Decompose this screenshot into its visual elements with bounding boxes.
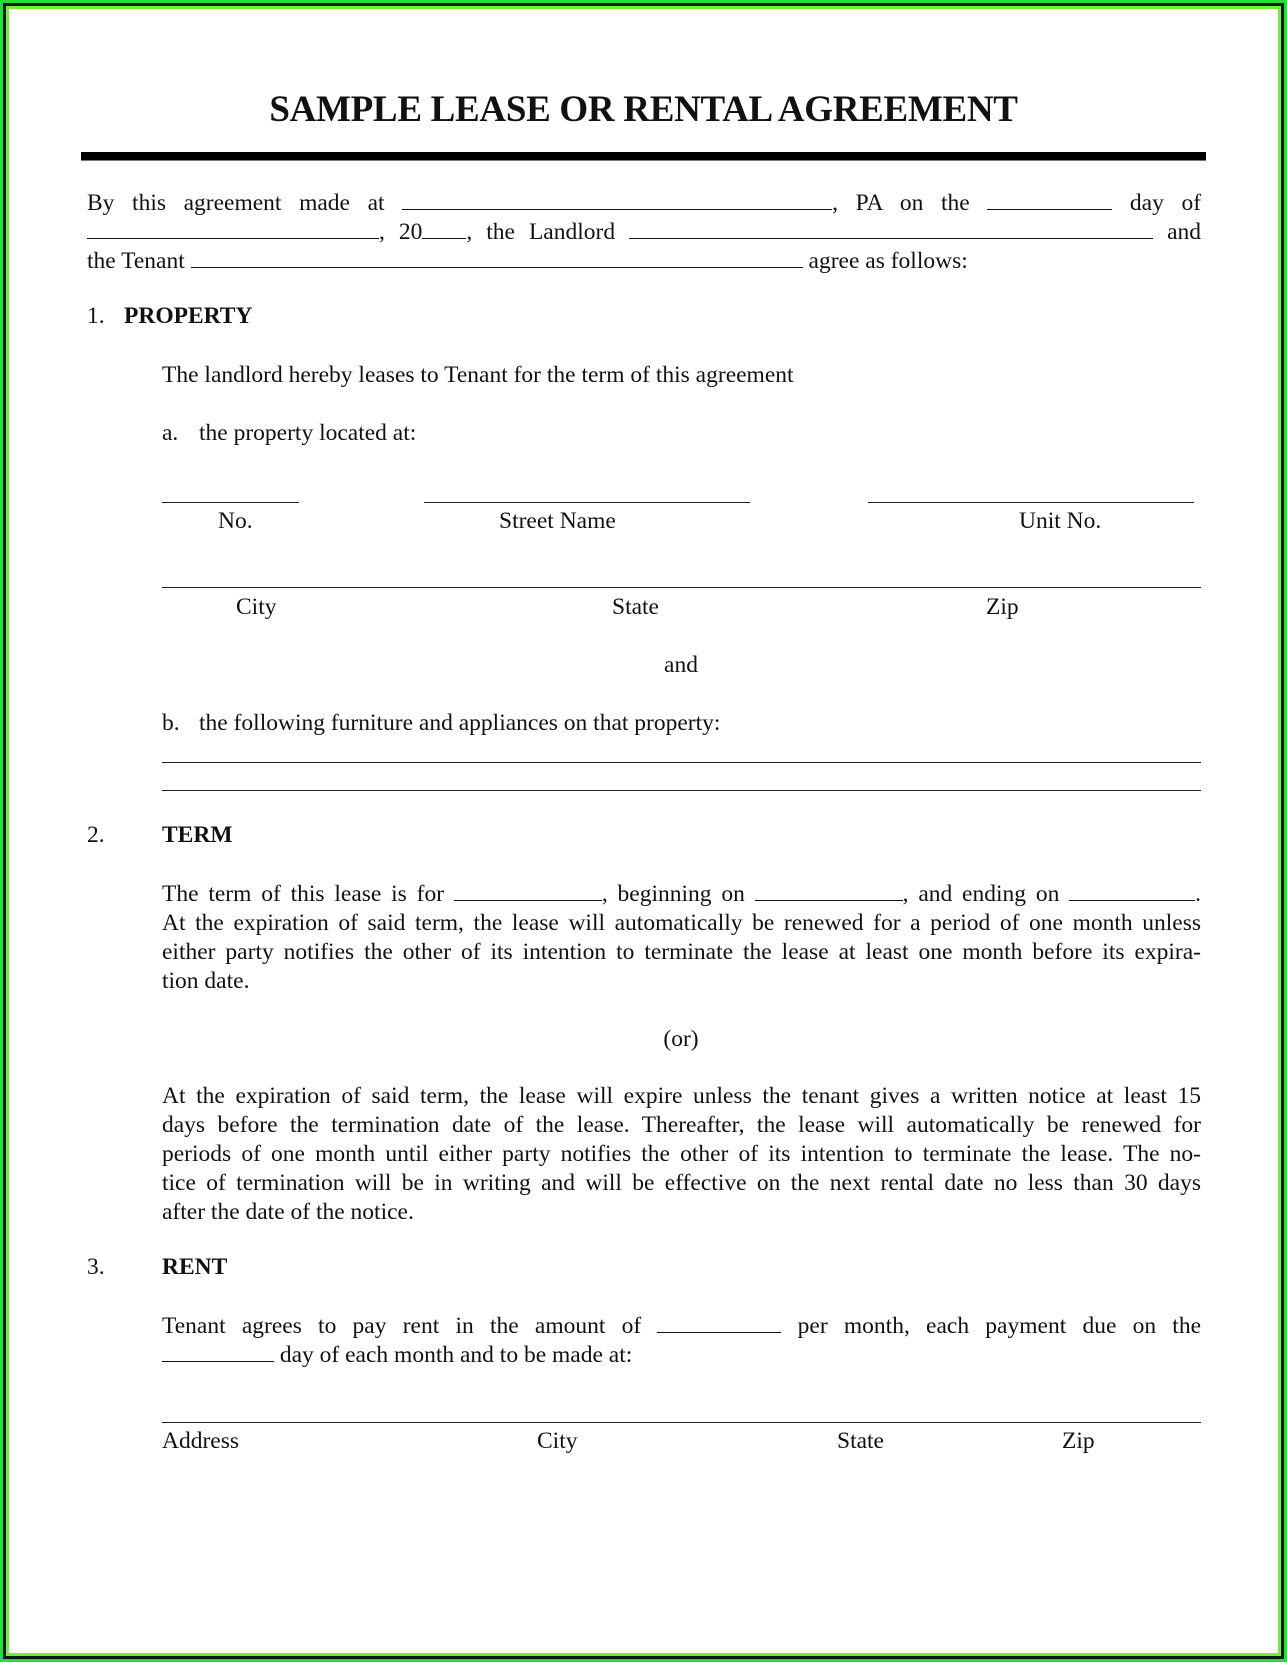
intro-text-tenant: the Tenant: [87, 248, 185, 274]
term-length-field[interactable]: [454, 880, 602, 901]
term-alternative-or: (or): [663, 1026, 699, 1052]
section-1-number: 1.: [87, 303, 105, 329]
term-alt-line-5: after the date of the notice.: [162, 1199, 414, 1225]
intro-text-made-at: By this agreement made at: [87, 190, 385, 216]
label-state: State: [612, 594, 659, 620]
rent-amount-field[interactable]: [657, 1312, 781, 1333]
label-zip: Zip: [986, 594, 1019, 620]
day-field[interactable]: [987, 189, 1112, 210]
item-a-marker: a.: [162, 420, 179, 446]
label-street-name: Street Name: [499, 508, 616, 534]
section-3-number: 3.: [87, 1254, 105, 1280]
title-rule: [81, 152, 1206, 161]
label-unit-no: Unit No.: [1019, 508, 1102, 534]
intro-text-landlord: , the Landlord: [466, 219, 616, 245]
term-line-2: At the expiration of said term, the lease will automatically be renewed for a period of one month unless: [162, 910, 1201, 936]
house-number-field[interactable]: [162, 502, 299, 503]
rent-label-zip: Zip: [1062, 1428, 1095, 1454]
item-a-text: the property located at:: [199, 420, 417, 446]
term-end-field[interactable]: [1069, 880, 1195, 901]
term-paragraph-2: [162, 1082, 1201, 1227]
intro-text-agree: agree as follows:: [808, 248, 968, 274]
intro-text-day-of: day of: [1129, 190, 1202, 216]
rent-due-day-field[interactable]: [162, 1341, 274, 1362]
rent-label-state: State: [837, 1428, 884, 1454]
item-b-marker: b.: [162, 710, 180, 736]
tenant-field[interactable]: [191, 247, 803, 268]
intro-text-20: , 20: [379, 219, 423, 245]
intro-paragraph: [87, 189, 1201, 276]
rent-text-amount: Tenant agrees to pay rent in the amount of: [162, 1313, 642, 1339]
term-start-field[interactable]: [755, 880, 903, 901]
section-1-heading: PROPERTY: [124, 303, 253, 329]
year-field[interactable]: [422, 218, 466, 239]
intro-text-and: and: [1167, 219, 1202, 245]
street-name-field[interactable]: [424, 502, 750, 503]
term-text-for: The term of this lease is for: [162, 881, 445, 907]
term-alt-line-4: tice of termination will be in writing and will be effective on the next rental date no less than 30 days: [162, 1170, 1201, 1196]
document-title: SAMPLE LEASE OR RENTAL AGREEMENT: [269, 89, 1018, 130]
term-alt-line-2: days before the termination date of the lease. Thereafter, the lease will automatically be renewed for: [162, 1112, 1201, 1138]
term-text-ending: , and ending on: [902, 881, 1060, 907]
term-alt-line-3: periods of one month until either party notifies the other of its intention to terminate the lease. The no-: [162, 1141, 1201, 1167]
landlord-field[interactable]: [629, 218, 1153, 239]
rent-label-city: City: [537, 1428, 578, 1454]
month-field[interactable]: [87, 218, 379, 239]
section-3-heading: RENT: [162, 1254, 228, 1280]
rent-label-address: Address: [162, 1428, 240, 1454]
section-2-number: 2.: [87, 822, 105, 848]
city-state-zip-field[interactable]: [162, 587, 1201, 588]
property-intro-text: The landlord hereby leases to Tenant for the term of this agreement: [162, 362, 794, 388]
rent-text-day-of-month: day of each month and to be made at:: [279, 1342, 633, 1368]
label-no: No.: [218, 508, 253, 534]
furniture-field-line-2[interactable]: [162, 790, 1201, 791]
term-line-3: either party notifies the other of its intention to terminate the lease at least one month before its expira-: [162, 939, 1201, 965]
rent-paragraph: [162, 1312, 1201, 1370]
term-text-beginning: , beginning on: [601, 881, 745, 907]
furniture-field-line-1[interactable]: [162, 762, 1201, 763]
label-city: City: [236, 594, 277, 620]
item-b-text: the following furniture and appliances on that property:: [199, 710, 721, 736]
unit-number-field[interactable]: [868, 502, 1194, 503]
connector-and: and: [664, 652, 698, 678]
term-text-period: .: [1195, 881, 1202, 907]
place-field[interactable]: [402, 189, 832, 210]
rent-text-per-month: per month, each payment due on the: [797, 1313, 1202, 1339]
section-2-heading: TERM: [162, 822, 233, 848]
intro-text-pa-on-the: , PA on the: [832, 190, 970, 216]
rent-address-field[interactable]: [162, 1422, 1201, 1423]
term-paragraph-1: [162, 880, 1201, 996]
term-alt-line-1: At the expiration of said term, the lease will expire unless the tenant gives a written notice at least 15: [162, 1083, 1201, 1109]
term-line-4: tion date.: [162, 968, 250, 994]
